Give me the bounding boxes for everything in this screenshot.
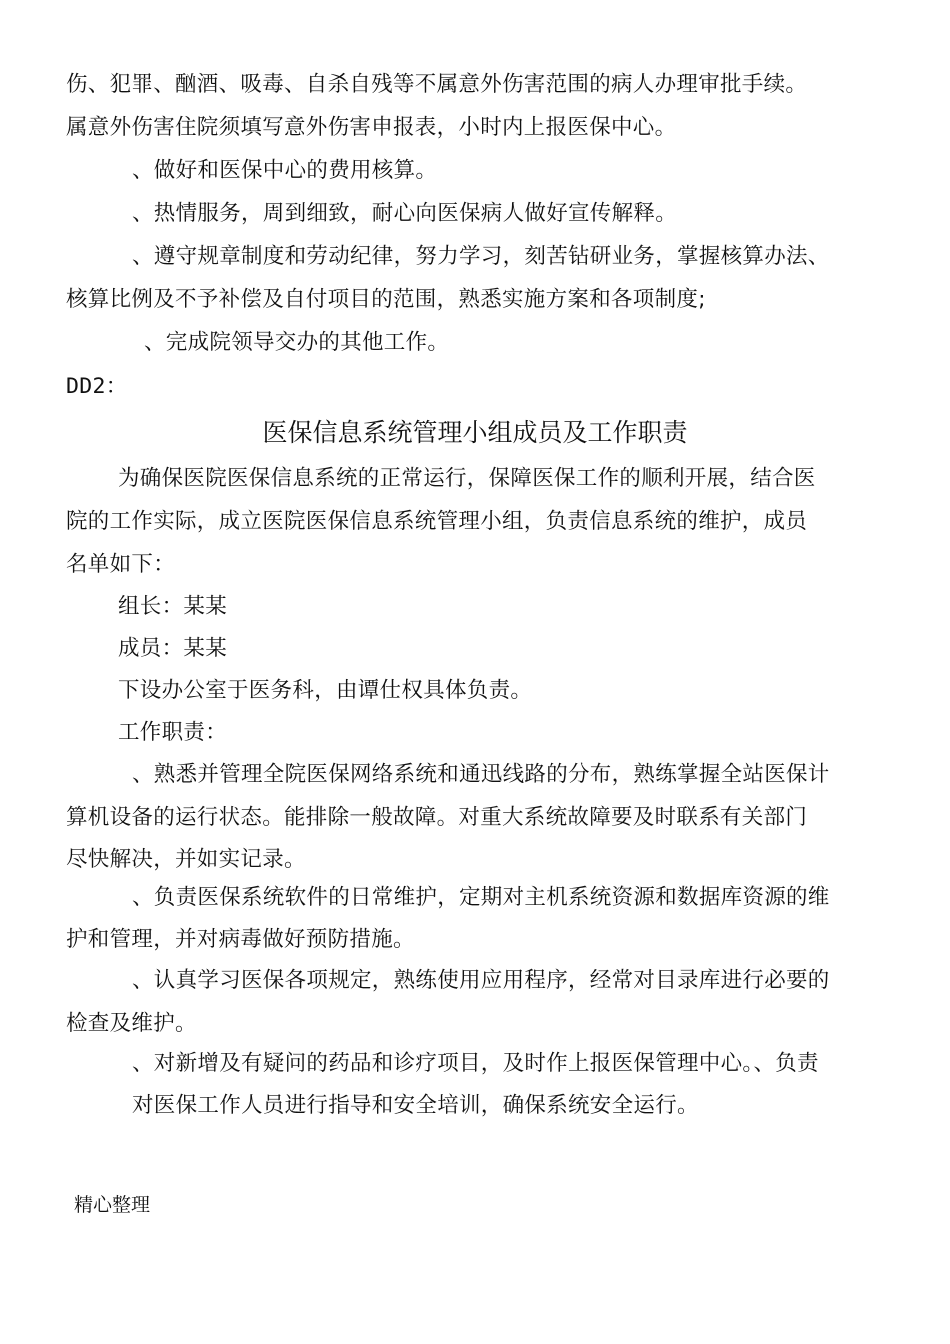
paragraph-line: 院的工作实际，成立医院医保信息系统管理小组，负责信息系统的维护，成员: [66, 509, 808, 534]
paragraph-line: 、遵守规章制度和劳动纪律，努力学习，刻苦钻研业务，掌握核算办法、: [132, 244, 830, 269]
attachment-label: DD2：: [66, 374, 128, 399]
paragraph-line: 伤、犯罪、酗酒、吸毒、自杀自残等不属意外伤害范围的病人办理审批手续。: [66, 72, 808, 97]
paragraph-line: 、负责医保系统软件的日常维护，定期对主机系统资源和数据库资源的维: [132, 885, 830, 910]
paragraph-line: 、熟悉并管理全院医保网络系统和通迅线路的分布，熟练掌握全站医保计: [132, 762, 830, 787]
duties-heading: 工作职责：: [118, 720, 228, 745]
paragraph-line: 检查及维护。: [66, 1011, 197, 1036]
paragraph-line: 护和管理，并对病毒做好预防措施。: [66, 927, 415, 952]
paragraph-line: 、热情服务，周到细致，耐心向医保病人做好宣传解释。: [132, 201, 678, 226]
paragraph-line: 属意外伤害住院须填写意外伤害申报表，小时内上报医保中心。: [66, 115, 677, 140]
paragraph-line: 尽快解决，并如实记录。: [66, 847, 306, 872]
paragraph-line: 对医保工作人员进行指导和安全培训，确保系统安全运行。: [132, 1093, 699, 1118]
paragraph-line: 名单如下：: [66, 552, 176, 577]
section-title: 医保信息系统管理小组成员及工作职责: [262, 418, 688, 447]
paragraph-line: 下设办公室于医务科，由谭仕权具体负责。: [118, 678, 533, 703]
team-leader-line: 组长：某某: [118, 594, 228, 619]
paragraph-line: 、完成院领导交办的其他工作。: [144, 330, 450, 355]
footer-text: 精心整理: [74, 1194, 151, 1216]
paragraph-line: 算机设备的运行状态。能排除一般故障。对重大系统故障要及时联系有关部门: [66, 805, 808, 830]
paragraph-line: 、做好和医保中心的费用核算。: [132, 158, 438, 183]
paragraph-line: 为确保医院医保信息系统的正常运行，保障医保工作的顺利开展，结合医: [118, 466, 816, 491]
team-member-line: 成员：某某: [118, 636, 228, 661]
paragraph-line: 、认真学习医保各项规定，熟练使用应用程序，经常对目录库进行必要的: [132, 968, 830, 993]
paragraph-line: 、对新增及有疑问的药品和诊疗项目，及时作上报医保管理中心。、负责: [132, 1051, 819, 1076]
paragraph-line: 核算比例及不予补偿及自付项目的范围，熟悉实施方案和各项制度;: [66, 287, 706, 312]
